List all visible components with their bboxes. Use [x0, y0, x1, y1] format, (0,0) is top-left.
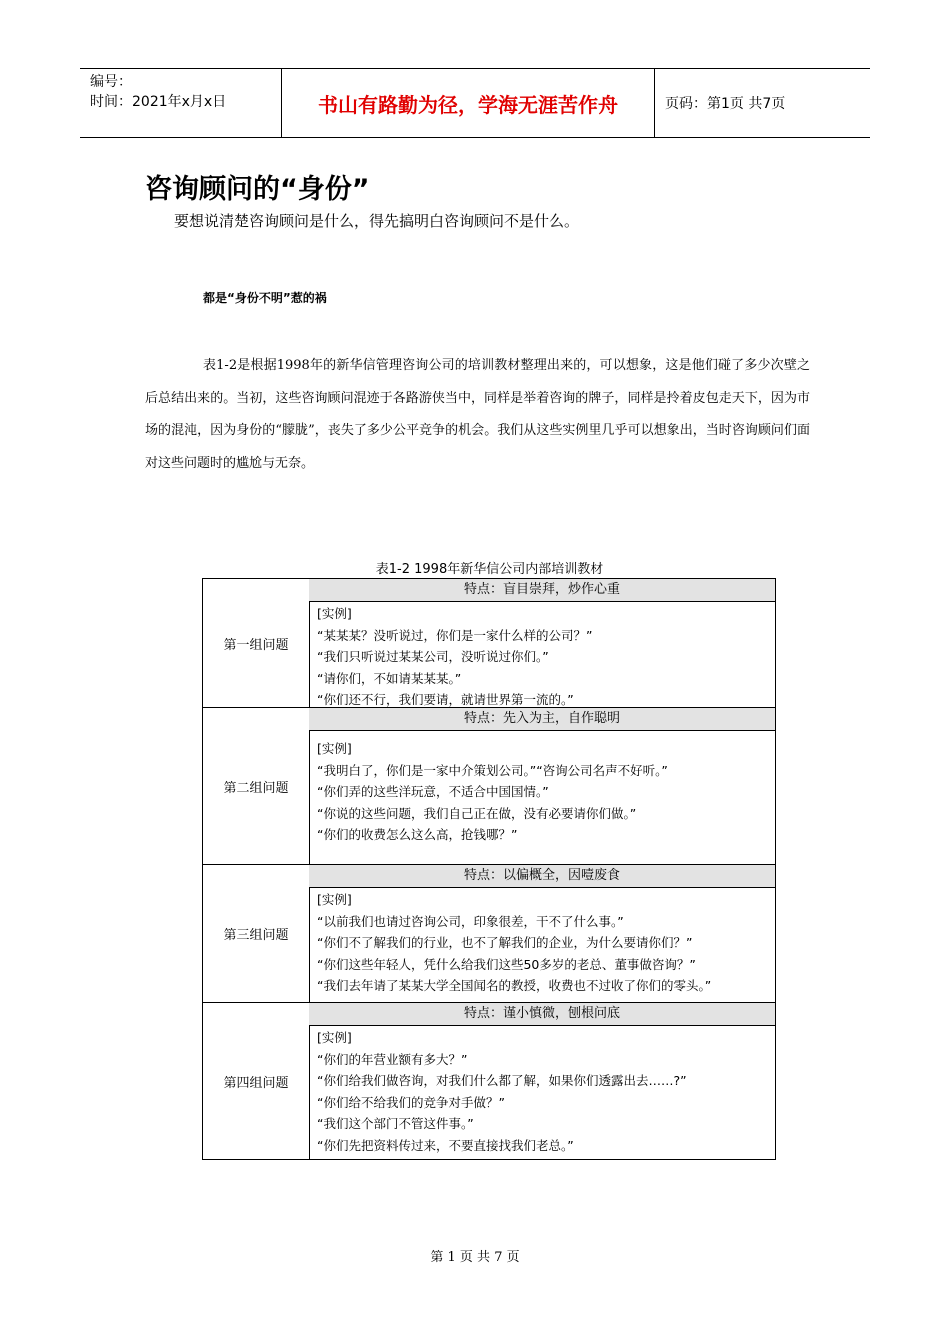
- example-line: “你们的收费怎么这么高，抢钱哪？”: [317, 827, 518, 842]
- example-line: “你们这些年轻人，凭什么给我们这些50多岁的老总、董事做咨询？”: [317, 956, 696, 972]
- header-meta: [80, 69, 282, 137]
- group-feature: 特点：先入为主，自作聪明: [309, 708, 775, 731]
- example-line: “我们去年请了某某大学全国闻名的教授，收费也不过收了你们的零头。”: [317, 978, 712, 993]
- intro-text: 要想说清楚咨询顾问是什么，得先搞明白咨询顾问不是什么。: [174, 212, 580, 230]
- example-line: “我们只听说过某某公司，没听说过你们。”: [317, 649, 549, 664]
- section-heading: 都是“身份不明”惹的祸: [203, 291, 327, 305]
- example-label: [实例]: [317, 1030, 352, 1045]
- header-motto: 书山有路勤为径，学海无涯苦作舟: [282, 69, 655, 137]
- table-group-3: [203, 865, 775, 1003]
- group-examples: [317, 889, 771, 997]
- group-label: 第二组问题: [203, 708, 310, 864]
- example-label: [实例]: [317, 892, 352, 907]
- example-line: “你们不了解我们的行业，也不了解我们的企业，为什么要请你们？”: [317, 935, 693, 950]
- example-line: “请你们，不如请某某某。”: [317, 670, 462, 686]
- example-line: “你们的年营业额有多大？”: [317, 1051, 468, 1067]
- header-page-info: 页码：第1页 共7页: [665, 96, 786, 112]
- example-line: “某某某？没听说过，你们是一家什么样的公司？”: [317, 627, 593, 643]
- training-table: [202, 578, 776, 1160]
- group-examples: [317, 1027, 771, 1156]
- table-group-1: [203, 579, 775, 708]
- example-line: “我们这个部门不管这件事。”: [317, 1116, 474, 1131]
- example-label: [实例]: [317, 741, 352, 756]
- group-feature: 特点：谨小慎微，刨根问底: [309, 1003, 775, 1026]
- group-feature: 特点：盲目崇拜，炒作心重: [309, 579, 775, 602]
- group-label: 第三组问题: [203, 865, 310, 1002]
- example-line: “你说的这些问题，我们自己正在做，没有必要请你们做。”: [317, 805, 637, 821]
- number-label: 编号：: [90, 74, 132, 90]
- example-line: “你们给我们做咨询，对我们什么都了解，如果你们透露出去……?”: [317, 1073, 687, 1088]
- example-line: “你们给不给我们的竞争对手做？”: [317, 1094, 505, 1110]
- group-examples: [317, 603, 771, 711]
- table-caption: 表1-2 1998年新华信公司内部培训教材: [375, 562, 604, 577]
- page-footer: 第 1 页 共 7 页: [430, 1250, 520, 1265]
- group-label: 第一组问题: [203, 579, 310, 707]
- group-examples: [317, 738, 771, 846]
- body-paragraph: 表1-2是根据1998年的新华信管理咨询公司的培训教材整理出来的，可以想象，这是他们碰了多少次壁之后总结出来的。当初，这些咨询顾问混迹于各路游侠当中，同样是举着咨询的牌子，同样是拎着皮包走天下，因为市场的混沌，因为身份的“朦胧”，丧失了多少公平竞争的机会。我们从这些实例里几乎可以想象出，当时咨询顾问们面对这些问题时的尴尬与无奈。: [145, 358, 810, 471]
- page-header: [80, 68, 870, 138]
- example-line: “以前我们也请过咨询公司，印象很差，干不了什么事。”: [317, 913, 624, 929]
- group-feature: 特点：以偏概全，因噎废食: [309, 865, 775, 888]
- example-line: “你们先把资料传过来，不要直接找我们老总。”: [317, 1137, 574, 1153]
- example-line: “你们弄的这些洋玩意，不适合中国国情。”: [317, 784, 549, 799]
- example-line: “你们还不行，我们要请，就请世界第一流的。”: [317, 692, 574, 707]
- table-group-2: [203, 708, 775, 865]
- page-title: 咨询顾问的“身份”: [145, 174, 370, 205]
- table-group-4: [203, 1003, 775, 1159]
- example-label: [实例]: [317, 606, 352, 621]
- example-line: “我明白了，你们是一家中介策划公司。”“咨询公司名声不好听。”: [317, 762, 668, 778]
- time-label: 时间：2021年x月x日: [90, 94, 227, 110]
- group-label: 第四组问题: [203, 1003, 310, 1159]
